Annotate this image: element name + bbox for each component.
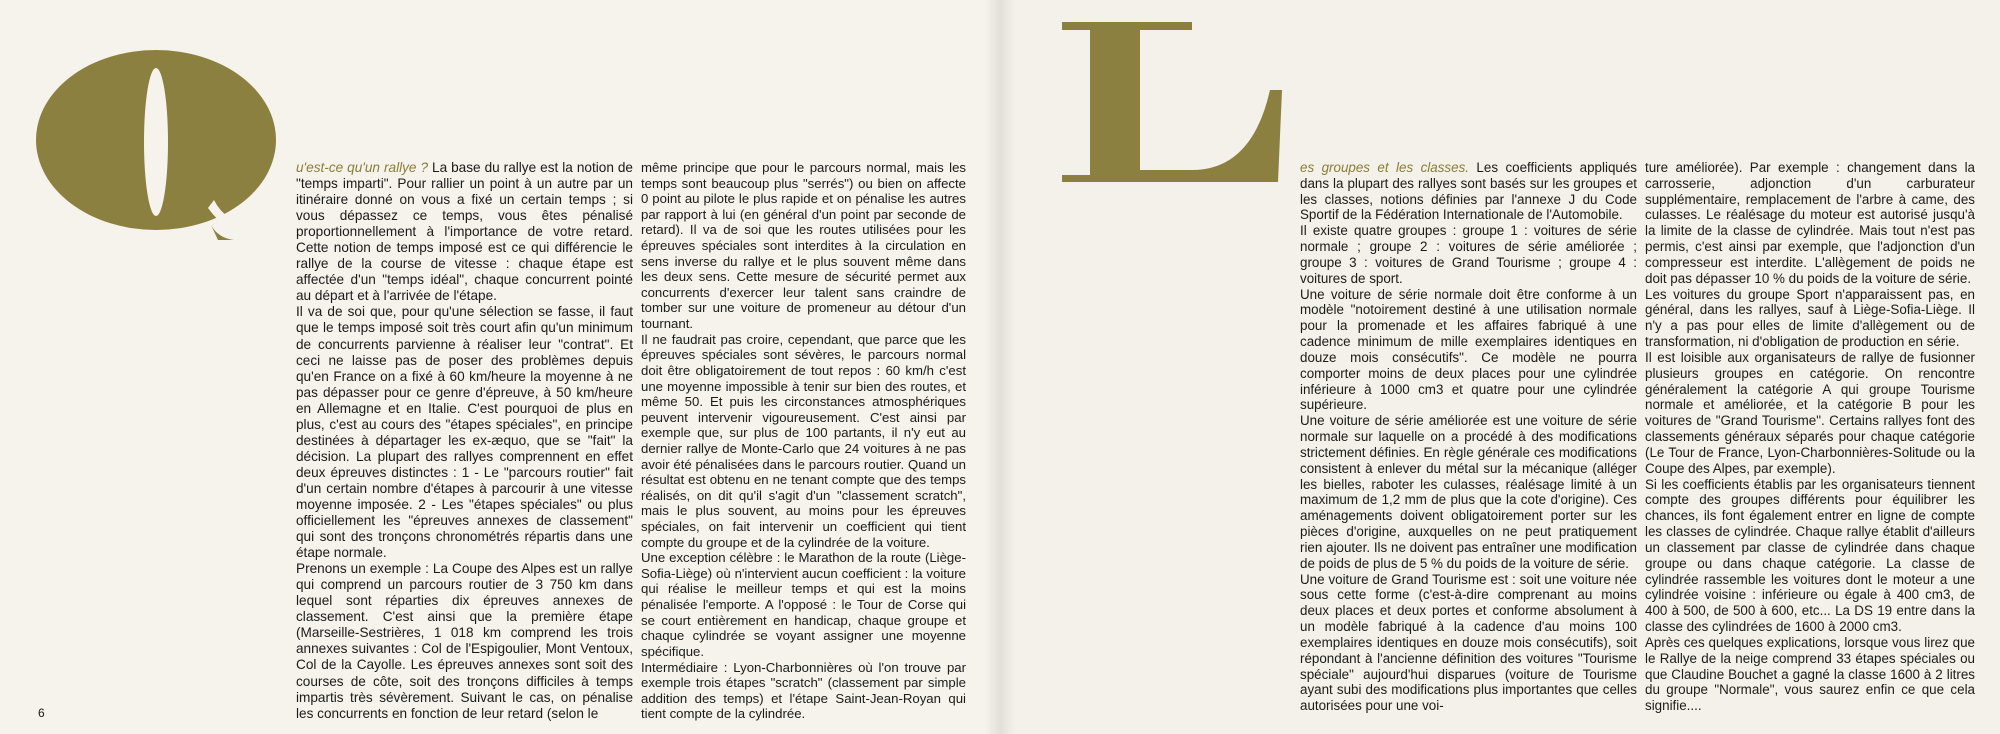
paragraph: [1300, 160, 1637, 223]
paragraph: Une exception célèbre : le Marathon de la route (Liège-Sofia-Liège) où n'intervient aucun coefficient : la voiture qui réalise le meilleur temps et qui est la moins pénalisée l'emporte. A l'opposé : le Tour de Corse qui se court entièrement en handicap, chaque groupe et chaque cylindrée se voyant assigner une moyenne spécifique.: [641, 550, 966, 659]
page-gutter: [985, 0, 1015, 734]
paragraph: Une voiture de série améliorée est une voiture de série normale sur laquelle on a procédé à des modifications strictement définies. En règle générale ces modifications consistent à enlever du métal sur la mécanique (alléger les bielles, raboter les culasses, réalésage limité à un maximum de 1,2 mm de plus que la cote d'origine). Ces aménagements doivent obligatoirement porter sur les pièces d'origine, auxquelles on ne peut pratiquement rien ajouter. Ils ne doivent pas entraîner une modification de poids de plus de 5 % du poids de la voiture de série.: [1300, 413, 1637, 571]
paragraph: Une voiture de série normale doit être conforme à un modèle "notoirement destiné à une utilisation normale pour la promenade et les affaires fabriqué à une cadence minimum de mille exemplaires identiques en douze mois consécutifs". Ce modèle ne pourra comporter moins de deux places pour une cylindrée inférieure à 1000 cm3 et quatre pour une cylindrée supérieure.: [1300, 286, 1637, 413]
paragraph: Après ces quelques explications, lorsque vous lirez que le Rallye de la neige comprend 33 étapes spéciales ou que Claudine Bouchet a gagné la classe 1600 à 2 litres du groupe "Normale", vous saurez enfin ce que cela signifie....: [1645, 634, 1975, 714]
dropcap-q: [36, 50, 276, 240]
paragraph-text: La base du rallye est la notion de "temps imparti". Pour rallier un point à un autre par un itinéraire donné on vous a fixé un certain temps ; si vous dépassez ce temps, vous êtes pénalisé proportionnellement à l'importance de votre retard. Cette notion de temps imposé est ce qui différencie le rallye de la course de vitesse : chaque étape est affectée d'un "temps idéal", chaque concurrent pointé au départ et à l'arrivée de l'étape.: [296, 160, 633, 304]
paragraph-text: Les coefficients appliqués dans la plupart des rallyes sont basés sur les groupes et les classes, notions définies par l'annexe J du Code Sportif de la Fédération Internationale de l'Automobile.: [1300, 160, 1637, 223]
paragraph: Il est loisible aux organisateurs de rallye de fusionner plusieurs groupes en catégorie. On rencontre généralement la catégorie A qui groupe Tourisme normale et améliorée, et la catégorie B pour les voitures de "Grand Tourisme". Certains rallyes font des classements généraux séparés pour chaque catégorie (Le Tour de France, Lyon-Charbonnières-Solitude ou la Coupe des Alpes, par exemple).: [1645, 349, 1975, 476]
section-heading-groupes: es groupes et les classes.: [1300, 160, 1469, 175]
paragraph: ture améliorée). Par exemple : changement dans la carrosserie, adjonction d'un carburateur supplémentaire, remplacement de l'arbre à came, des culasses. Le réalésage du moteur est autorisé jusqu'à la limite de la classe de cylindrée. Mais tout n'est pas permis, c'est ainsi par exemple, que l'adjonction d'un compresseur est interdite. L'allègement de poids ne doit pas dépasser 10 % du poids de la voiture de série.: [1645, 160, 1975, 286]
paragraph: Il va de soi que, pour qu'une sélection se fasse, il faut que le temps imposé soit très court afin qu'un minimum de concurrents parvienne à réaliser leur "contrat". Et ceci ne laisse pas de poser des problèmes depuis qu'en France on a fixé à 60 km/heure la moyenne à ne pas dépasser pour ce genre d'épreuve, à 50 km/heure en Allemagne et en Italie. C'est pourquoi de plus en plus, c'est au cours des "étapes spéciales", en principe destinées à départager les ex-æquo, que se "fait" la décision. La plupart des rallyes comprennent en effet deux épreuves distinctes : 1 - Le "parcours routier" fait d'un certain nombre d'étapes à parcourir à une vitesse moyenne imposée. 2 - Les "étapes spéciales" ou plus officiellement les "épreuves annexes de classement" qui sont des tronçons chronométrés répartis dans une étape normale.: [296, 304, 633, 561]
left-column-2: [641, 160, 966, 722]
paragraph: Une voiture de Grand Tourisme est : soit une voiture née sous cette forme (c'est-à-dire comprenant au moins deux places et deux portes et conforme absolument à un modèle fabriqué à la cadence d'au moins 100 exemplaires identiques en douze mois consécutifs), soit répondant à l'ancienne définition des voitures "Tourisme spéciale" aujourd'hui disparues (voiture de Tourisme ayant subi des modifications plus importantes que celles autorisées pour une voi-: [1300, 571, 1637, 714]
dropcap-l: [1062, 22, 1362, 182]
right-page: [1000, 0, 2000, 734]
paragraph: Si les coefficients établis par les organisateurs tiennent compte des groupes différents pour équilibrer les chances, ils font également entrer en ligne de compte les classes de cylindrée. Chaque rallye établit d'ailleurs un classement par classe de cylindrée dans chaque groupe ou dans chaque catégorie. La classe de cylindrée rassemble les voitures dont le moteur a une cylindrée voisine : inférieure ou égale à 400 cm3, de 400 à 500, de 500 à 600, etc... La DS 19 entre dans la classe des cylindrées de 1600 à 2000 cm3.: [1645, 476, 1975, 635]
paragraph: Les voitures du groupe Sport n'apparaissent pas, en général, dans les rallyes, sauf à Liège-Sofia-Liège. Il n'y a pas pour elles de limite d'allègement ou de transformation, ni d'obligation de production en série.: [1645, 286, 1975, 350]
section-heading-rallye: u'est-ce qu'un rallye ?: [296, 160, 429, 175]
paragraph: Il ne faudrait pas croire, cependant, que parce que les épreuves spéciales sont sévères, le parcours normal doit être obligatoirement de tout repos : 60 km/h c'est une moyenne impossible à tenir sur bien des routes, et même 50. Et puis les circonstances atmosphériques peuvent intervenir vigoureusement. C'est ainsi par exemple que, sur plus de 100 partants, il n'y eut au dernier rallye de Monte-Carlo que 24 voitures à ne pas avoir été pénalisées dans le parcours routier. Quand un résultat est obtenu en ne tenant compte que des temps réalisés, on dit qu'il s'agit d'un "classement scratch", mais le plus souvent, au moins pour les épreuves spéciales, on fait intervenir un coefficient qui tient compte du groupe et de la cylindrée de la voiture.: [641, 331, 966, 550]
page-number: 6: [38, 706, 45, 720]
paragraph: Prenons un exemple : La Coupe des Alpes est un rallye qui comprend un parcours routier de 3 750 km dans lequel sont réparties dix épreuves annexes de classement. C'est ainsi que la première étape (Marseille-Sestrières, 1 018 km comprend les trois annexes suivantes : Col de l'Espigoulier, Mont Ventoux, Col de la Cayolle. Les épreuves annexes sont soit des courses de côte, soit des tronçons difficiles à temps impartis très sévèrement. Suivant le cas, on pénalise les concurrents en fonction de leur retard (selon le: [296, 561, 633, 721]
right-column-1: [1300, 160, 1637, 714]
paragraph: Intermédiaire : Lyon-Charbonnières où l'on trouve par exemple trois étapes "scratch" (classement par simple addition des temps) et l'étape Saint-Jean-Royan qui tient compte de la cylindrée.: [641, 659, 966, 722]
right-column-2: [1645, 160, 1975, 714]
paragraph: même principe que pour le parcours normal, mais les temps sont beaucoup plus "serrés") ou bien on affecte 0 point au pilote le plus rapide et on pénalise les autres par rapport à lui (en général d'un point par seconde de retard). Il va de soi que les routes utilisées pour les épreuves spéciales sont interdites à la circulation en sens inverse du rallye et le plus souvent même dans les deux sens. Cette mesure de sécurité permet aux concurrents d'exercer leur talent sans craindre de tomber sur une voiture de promeneur au détour d'un tournant.: [641, 160, 966, 332]
paragraph: Il existe quatre groupes : groupe 1 : voitures de série normale ; groupe 2 : voitures de série améliorée ; groupe 3 : voitures de Grand Tourisme ; groupe 4 : voitures de sport.: [1300, 223, 1637, 286]
paragraph: [296, 160, 633, 304]
left-column-1: [296, 160, 633, 722]
